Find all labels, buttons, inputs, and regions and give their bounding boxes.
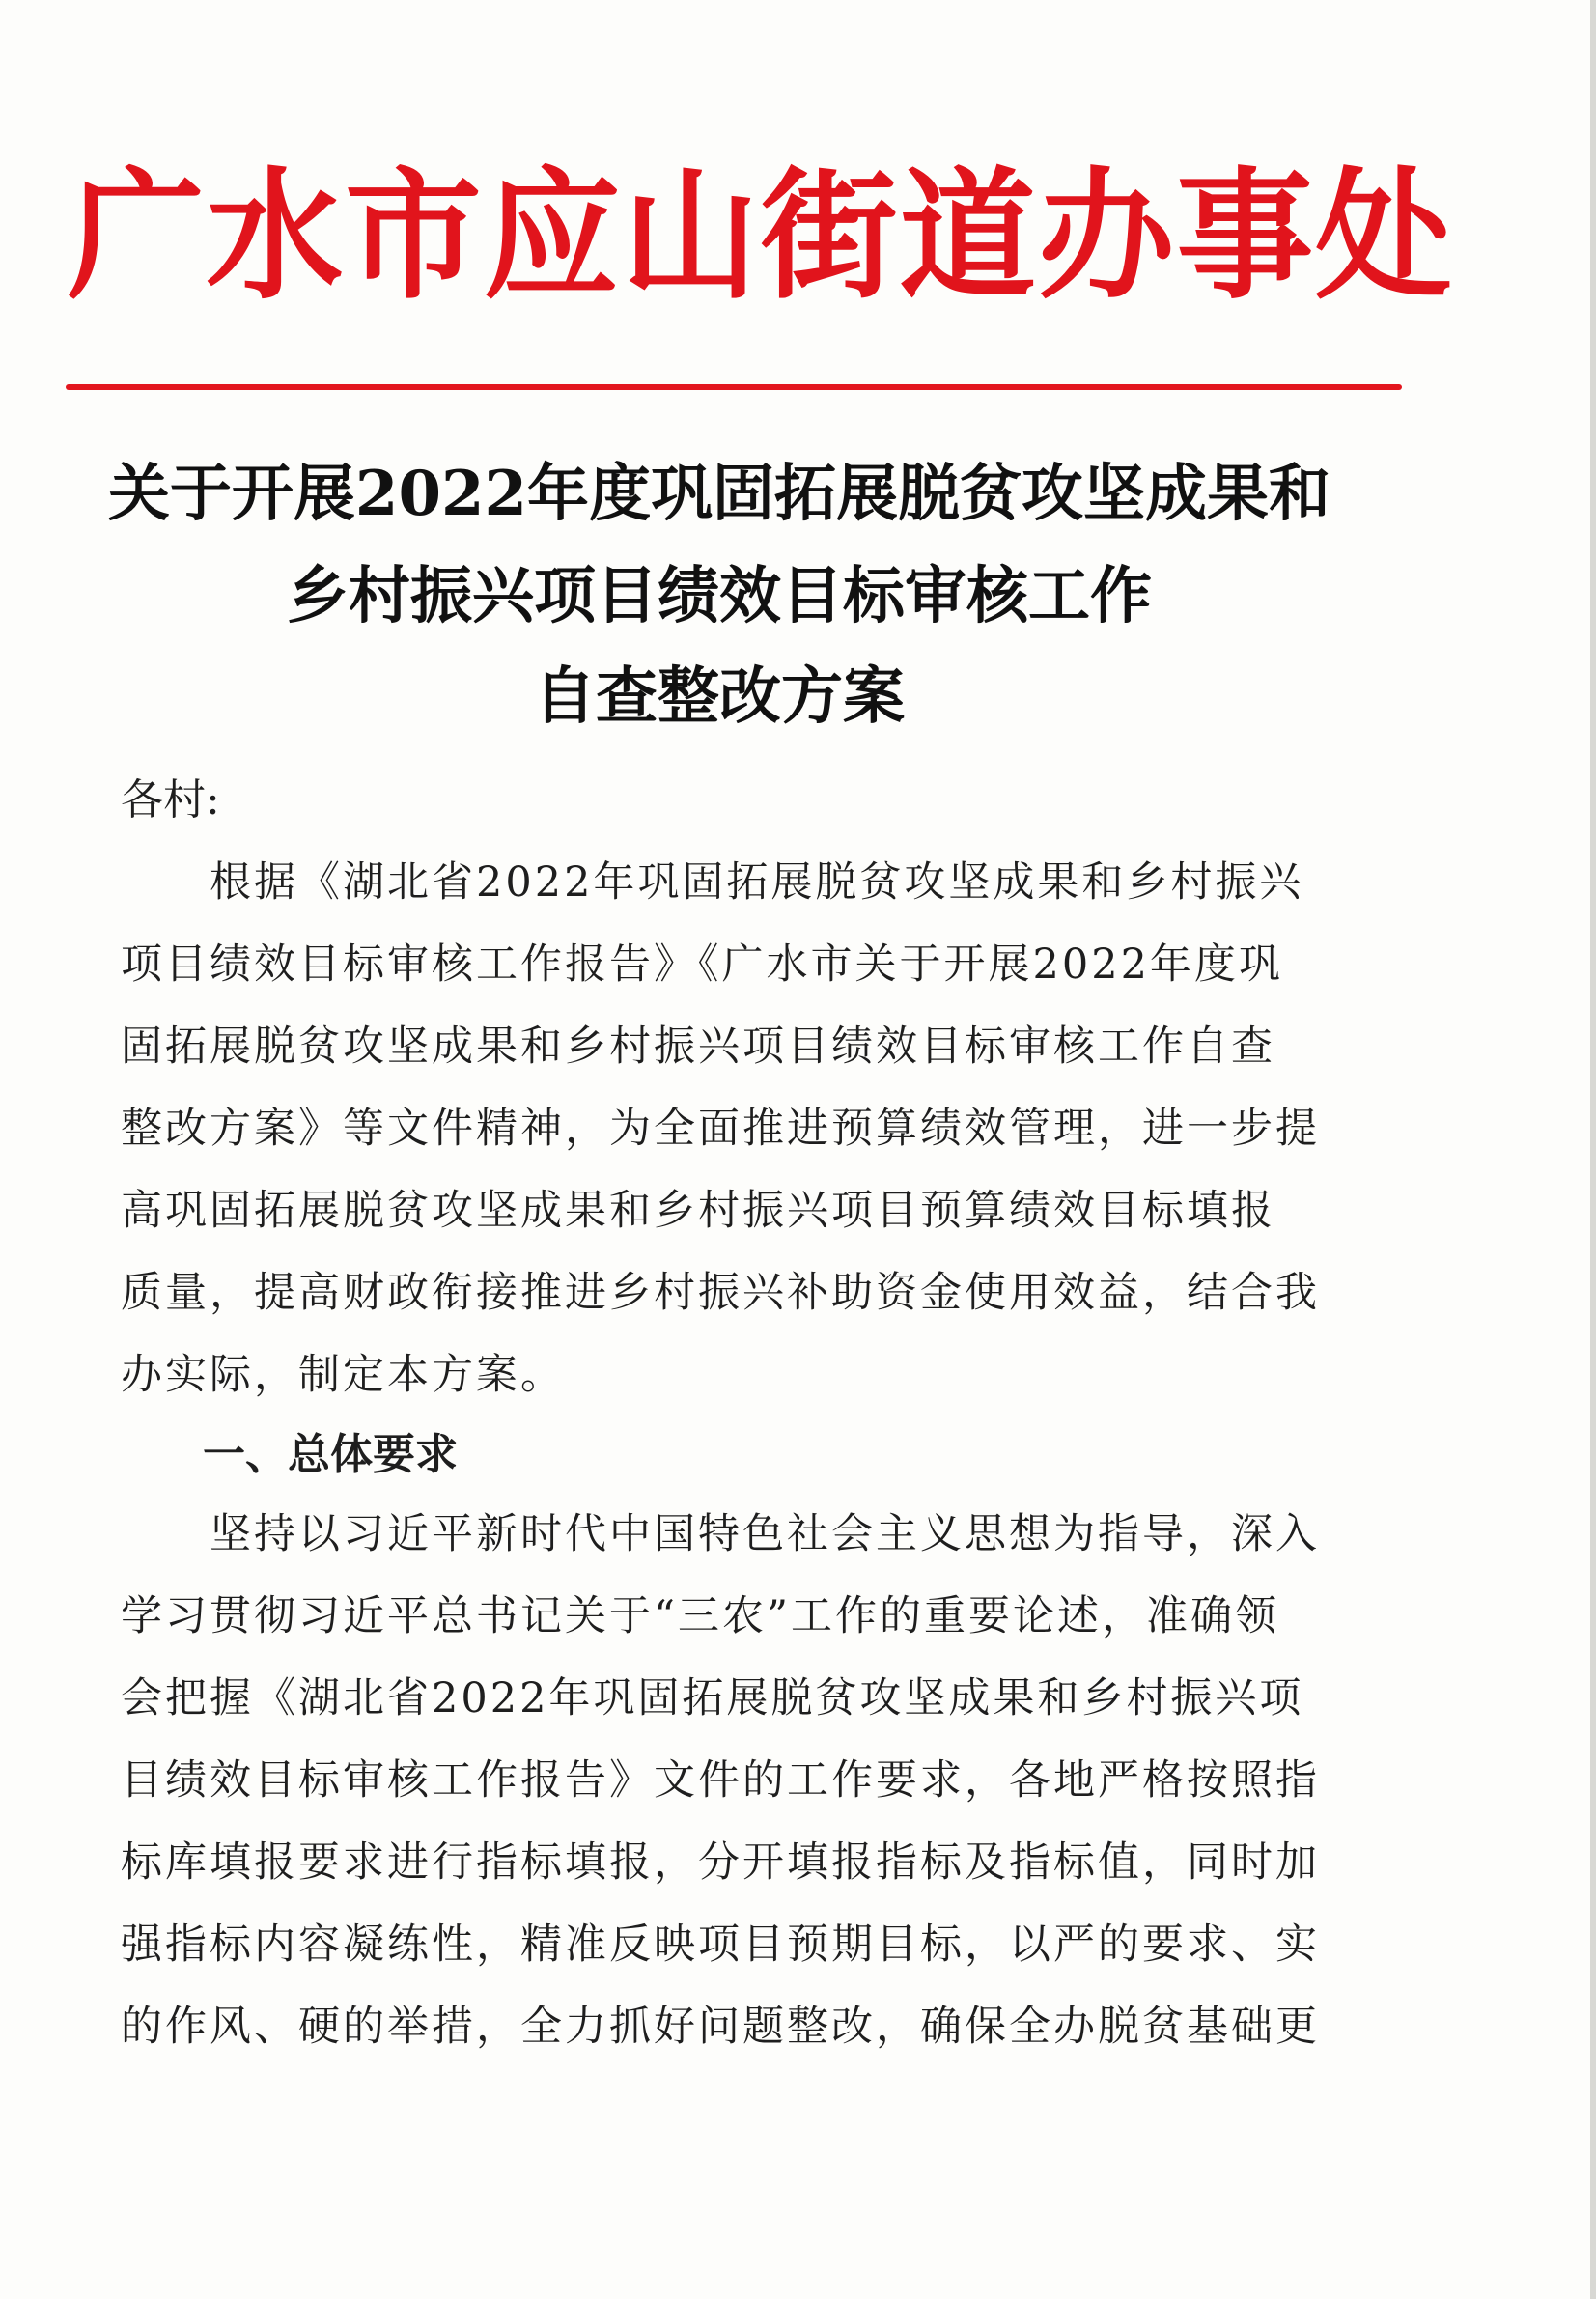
paragraph-1-line: 项目绩效目标审核工作报告》《广水市关于开展2022年度巩 [121,940,1283,989]
section-1-heading: 一、总体要求 [203,1430,458,1479]
paragraph-2-line: 学习贯彻习近平总书记关于“三农”工作的重要论述，准确领 [121,1592,1279,1640]
addressee: 各村: [121,775,220,825]
letterhead-org-name: 广水市应山街道办事处 [68,154,1454,319]
paragraph-2-line: 目绩效目标审核工作报告》文件的工作要求，各地严格按照指 [121,1756,1320,1805]
paragraph-2-line: 的作风、硬的举措，全力抓好问题整改，确保全办脱贫基础更 [121,2003,1320,2051]
paragraph-2-line: 会把握《湖北省2022年巩固拓展脱贫攻坚成果和乡村振兴项 [121,1674,1304,1723]
document-title-line-2: 乡村振兴项目绩效目标审核工作 [287,560,1152,632]
scan-edge [1590,0,1596,2299]
paragraph-1-line: 高巩固拓展脱贫攻坚成果和乡村振兴项目预算绩效目标填报 [121,1187,1275,1235]
paragraph-2-line: 坚持以习近平新时代中国特色社会主义思想为指导，深入 [121,1510,1320,1558]
document-title-line-3: 自查整改方案 [534,660,905,733]
paragraph-1-line: 办实际，制定本方案。 [121,1351,565,1399]
document-title-line-1: 关于开展2022年度巩固拓展脱贫攻坚成果和 [107,458,1331,530]
paragraph-2-line: 标库填报要求进行指标填报，分开填报指标及指标值，同时加 [121,1838,1320,1887]
paragraph-1-line: 整改方案》等文件精神，为全面推进预算绩效管理，进一步提 [121,1105,1320,1153]
paragraph-1-line: 质量，提高财政衔接推进乡村振兴补助资金使用效益，结合我 [121,1269,1320,1317]
paragraph-1-line: 固拓展脱贫攻坚成果和乡村振兴项目绩效目标审核工作自查 [121,1023,1275,1071]
paragraph-2-line: 强指标内容凝练性，精准反映项目预期目标，以严的要求、实 [121,1921,1320,1969]
paragraph-1-line: 根据《湖北省2022年巩固拓展脱贫攻坚成果和乡村振兴 [121,858,1304,907]
letterhead-red-rule [66,384,1402,390]
